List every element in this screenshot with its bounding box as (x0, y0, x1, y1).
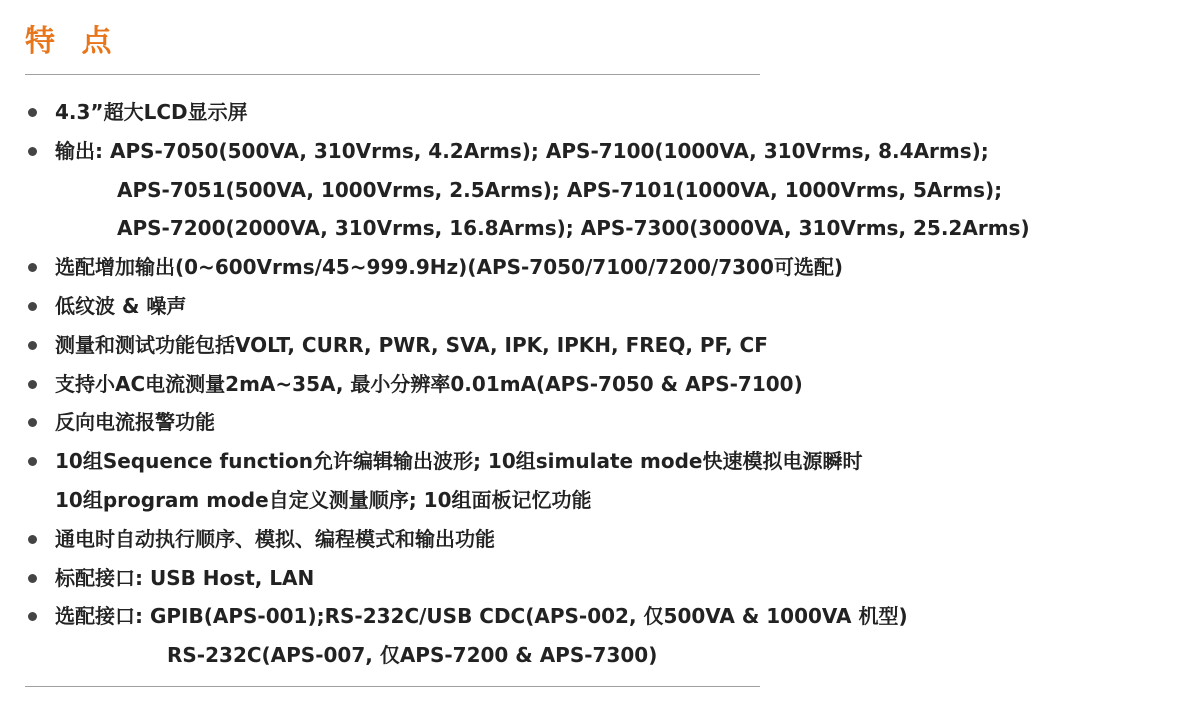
feature-line: 反向电流报警功能 (55, 410, 215, 435)
feature-line-continuation: APS-7051(500VA, 1000Vrms, 2.5Arms); APS-7101(1000VA, 1000Vrms, 5Arms); (117, 177, 1003, 202)
feature-line-continuation: APS-7200(2000VA, 310Vrms, 16.8Arms); APS-7300(3000VA, 310Vrms, 25.2Arms) (117, 216, 1030, 241)
feature-line: 10组Sequence function允许编辑输出波形; 10组simulate mode快速模拟电源瞬时 (55, 449, 863, 474)
feature-item (25, 520, 1175, 559)
feature-line: 选配接口: GPIB(APS-001);RS-232C/USB CDC(APS-002, 仅500VA & 1000VA 机型) (55, 604, 908, 629)
feature-line: 支持小AC电流测量2mA~35A, 最小分辨率0.01mA(APS-7050 & APS-7100) (55, 371, 803, 396)
feature-item (25, 93, 1175, 132)
bullet-dot-icon (28, 380, 37, 389)
feature-item (25, 442, 1175, 520)
feature-item (25, 597, 1175, 675)
feature-item (25, 365, 1175, 404)
bullet-dot-icon (28, 263, 37, 272)
bullet-dot-icon (28, 612, 37, 621)
feature-line: 通电时自动执行顺序、模拟、编程模式和输出功能 (55, 526, 495, 551)
feature-line: 4.3”超大LCD显示屏 (55, 100, 248, 124)
feature-line: 测量和测试功能包括VOLT, CURR, PWR, SVA, IPK, IPKH, FREQ, PF, CF (55, 332, 768, 357)
feature-item (25, 248, 1175, 287)
bullet-dot-icon (28, 341, 37, 350)
feature-item (25, 326, 1175, 365)
feature-line: 选配增加输出(0~600Vrms/45~999.9Hz)(APS-7050/7100/7200/7300可选配) (55, 255, 844, 280)
bullet-dot-icon (28, 535, 37, 544)
bullet-dot-icon (28, 418, 37, 427)
bottom-divider (25, 686, 760, 687)
bullet-dot-icon (28, 108, 37, 117)
feature-item (25, 403, 1175, 442)
feature-item (25, 559, 1175, 598)
top-divider (25, 74, 760, 75)
feature-line: 低纹波 & 噪声 (55, 293, 187, 318)
feature-line: 标配接口: USB Host, LAN (55, 565, 315, 590)
bullet-dot-icon (28, 147, 37, 156)
feature-line: 输出: APS-7050(500VA, 310Vrms, 4.2Arms); APS-7100(1000VA, 310Vrms, 8.4Arms); (55, 138, 989, 163)
bullet-dot-icon (28, 457, 37, 466)
feature-line-continuation: 10组program mode自定义测量顺序; 10组面板记忆功能 (55, 487, 592, 512)
feature-item (25, 287, 1175, 326)
bullet-dot-icon (28, 302, 37, 311)
bullet-dot-icon (28, 574, 37, 583)
feature-line-continuation: RS-232C(APS-007, 仅APS-7200 & APS-7300) (167, 643, 658, 668)
feature-item (25, 132, 1175, 248)
feature-list (25, 93, 1175, 675)
section-title: 特 点 (25, 24, 120, 59)
